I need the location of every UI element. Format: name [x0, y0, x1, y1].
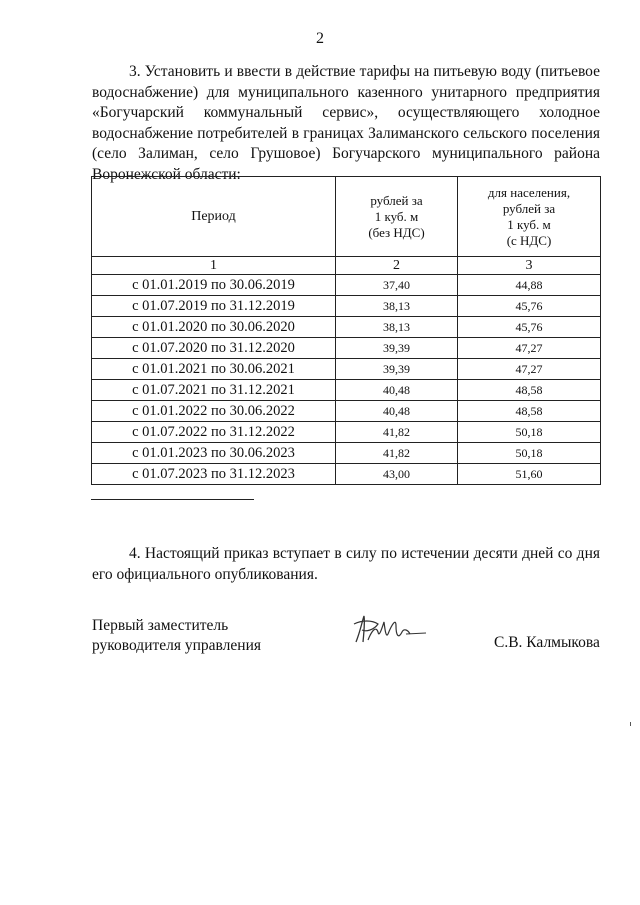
header-rate-incl-vat-line: 1 куб. м [507, 216, 551, 232]
period-cell: с 01.01.2023 по 30.06.2023 [92, 443, 336, 464]
rate-excl-vat-cell: 38,13 [336, 296, 458, 317]
handwritten-signature-icon [350, 612, 430, 648]
rate-incl-vat-cell: 47,27 [458, 338, 601, 359]
header-rate-excl-vat-line: 1 куб. м [374, 208, 419, 224]
rate-incl-vat-cell: 48,58 [458, 401, 601, 422]
column-number: 3 [458, 257, 601, 275]
table-row [92, 380, 601, 401]
period-cell: с 01.01.2020 по 30.06.2020 [92, 317, 336, 338]
rate-excl-vat-cell: 39,39 [336, 338, 458, 359]
clause-3-text: 3. Установить и ввести в действие тарифы на питьевую воду (питьевое водоснабжение) для муниципального казенного унитарного предприятия «Богучарский коммунальный сервис», осуществляющего холодное водоснабжение потребителей в границах Залиманского сельского поселения (село Залиман, село Грушовое) Богучарского муниципального района Воронежской области: [92, 63, 600, 183]
table-row [92, 338, 601, 359]
clause-4-text: 4. Настоящий приказ вступает в силу по истечении десяти дней со дня его официального опубликования. [92, 545, 600, 583]
column-number-row [92, 257, 601, 275]
table-row [92, 401, 601, 422]
rate-incl-vat-cell: 45,76 [458, 296, 601, 317]
rate-incl-vat-cell: 44,88 [458, 275, 601, 296]
rate-incl-vat-cell: 50,18 [458, 443, 601, 464]
header-rate-excl-vat [336, 177, 458, 257]
period-cell: с 01.07.2020 по 31.12.2020 [92, 338, 336, 359]
rate-incl-vat-cell: 45,76 [458, 317, 601, 338]
signatory-title-line: руководителя управления [92, 636, 262, 654]
header-period: Период [92, 177, 336, 257]
rate-excl-vat-cell: 40,48 [336, 401, 458, 422]
header-rate-incl-vat-line: для населения, [487, 184, 571, 200]
table-row [92, 275, 601, 296]
period-cell: с 01.07.2023 по 31.12.2023 [92, 464, 336, 485]
rate-incl-vat-cell: 47,27 [458, 359, 601, 380]
rate-excl-vat-cell: 43,00 [336, 464, 458, 485]
period-cell: с 01.07.2019 по 31.12.2019 [92, 296, 336, 317]
table-row [92, 296, 601, 317]
rate-excl-vat-cell: 38,13 [336, 317, 458, 338]
rate-excl-vat-cell: 39,39 [336, 359, 458, 380]
rate-excl-vat-cell: 40,48 [336, 380, 458, 401]
signatory-title-line: Первый заместитель [92, 617, 229, 634]
table-row [92, 317, 601, 338]
page-number: 2 [316, 30, 324, 47]
header-rate-incl-vat-line: рублей за [502, 200, 556, 216]
table-row [92, 422, 601, 443]
header-rate-excl-vat-line: (без НДС) [368, 224, 425, 240]
rate-incl-vat-cell: 51,60 [458, 464, 601, 485]
period-cell: с 01.01.2022 по 30.06.2022 [92, 401, 336, 422]
period-cell: с 01.07.2022 по 31.12.2022 [92, 422, 336, 443]
rate-excl-vat-cell: 41,82 [336, 443, 458, 464]
table-header-row [92, 177, 601, 257]
column-number: 2 [336, 257, 458, 275]
tariff-table [91, 176, 601, 485]
period-cell: с 01.01.2021 по 30.06.2021 [92, 359, 336, 380]
table-row [92, 443, 601, 464]
header-rate-excl-vat-line: рублей за [370, 192, 423, 208]
signatory-title [92, 616, 261, 655]
period-cell: с 01.01.2019 по 30.06.2019 [92, 275, 336, 296]
table-row [92, 464, 601, 485]
header-rate-incl-vat [458, 177, 601, 257]
signer-name: С.В. Калмыкова [494, 634, 600, 651]
table-row [92, 359, 601, 380]
column-number: 1 [92, 257, 336, 275]
header-rate-incl-vat-line: (с НДС) [506, 232, 552, 248]
period-cell: с 01.07.2021 по 31.12.2021 [92, 380, 336, 401]
rate-excl-vat-cell: 37,40 [336, 275, 458, 296]
footnote-divider [91, 499, 254, 500]
rate-excl-vat-cell: 41,82 [336, 422, 458, 443]
rate-incl-vat-cell: 50,18 [458, 422, 601, 443]
page-edge-mark [630, 722, 631, 726]
rate-incl-vat-cell: 48,58 [458, 380, 601, 401]
